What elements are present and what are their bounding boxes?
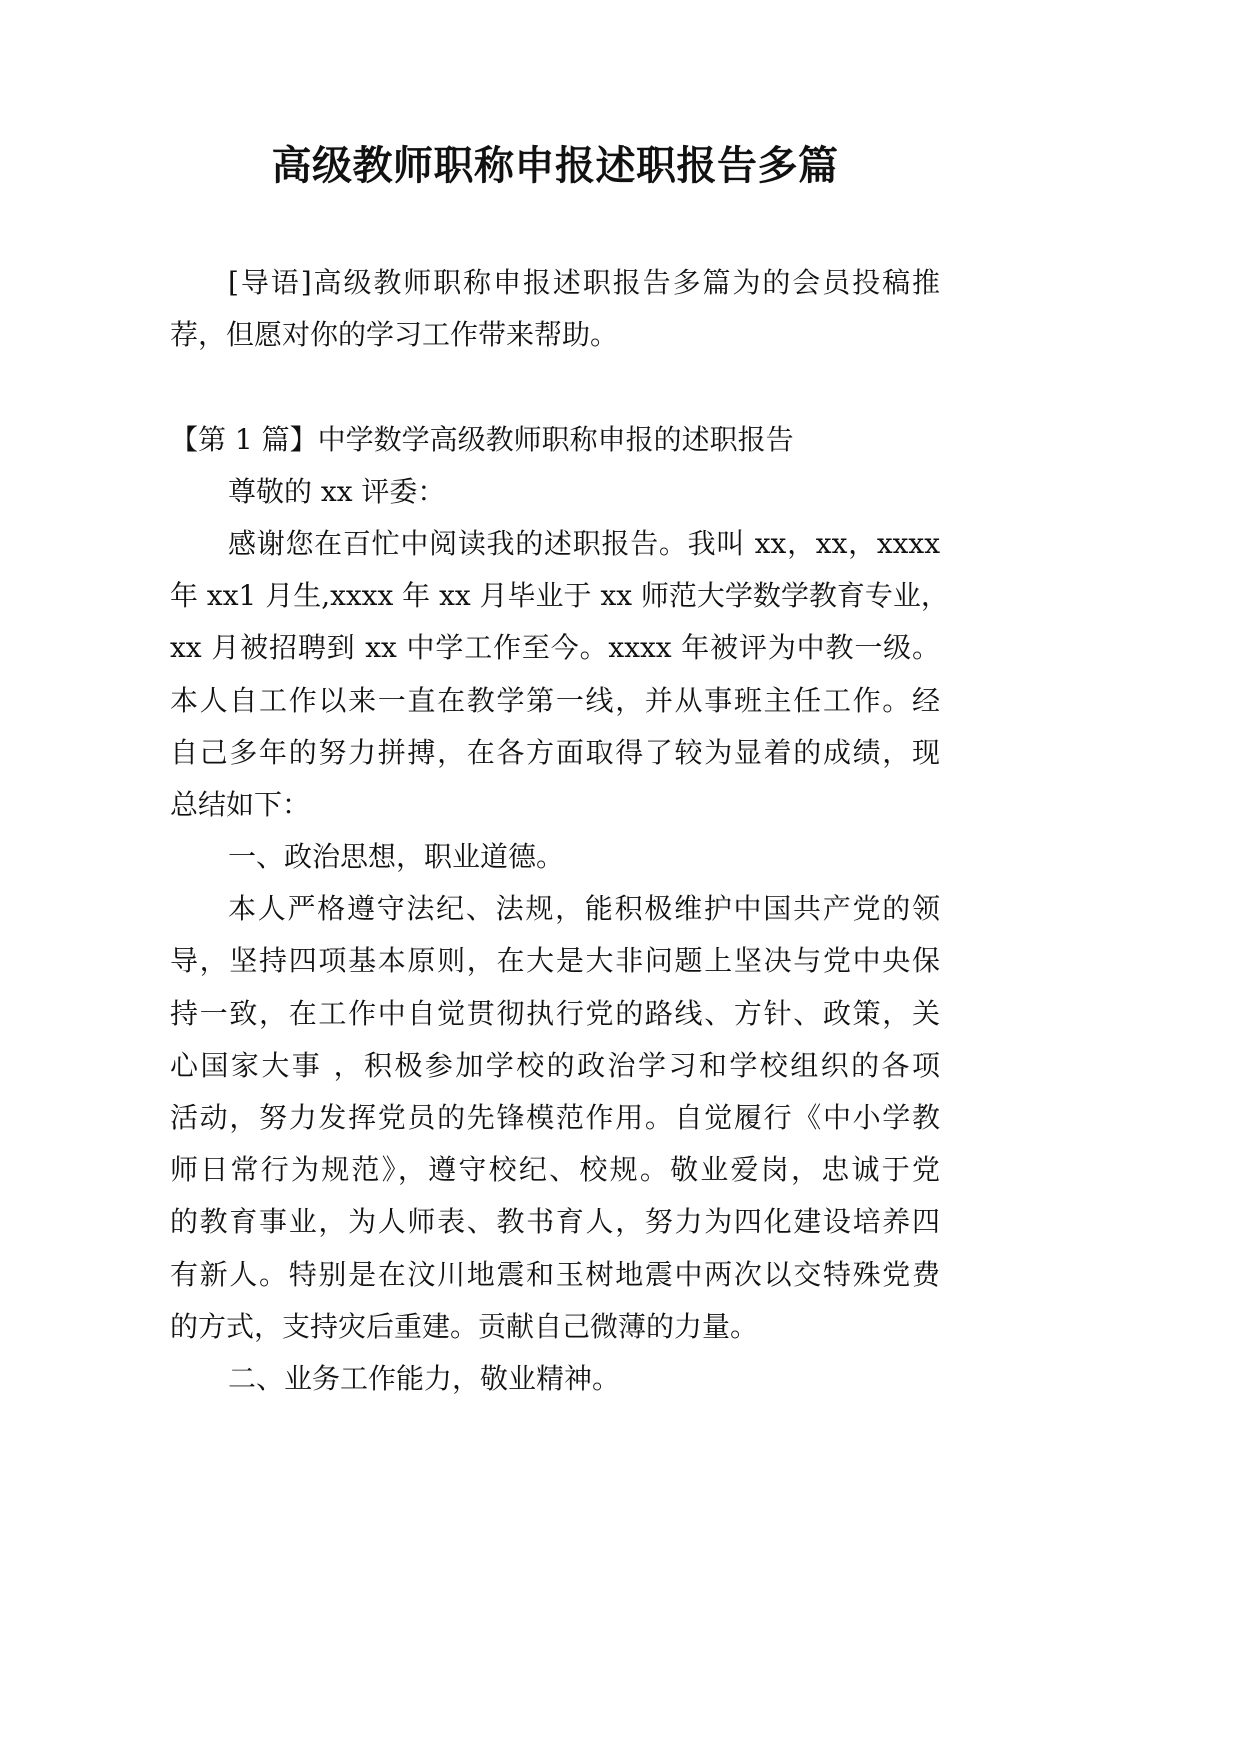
paragraph-line: 自己多年的努力拼搏，在各方面取得了较为显着的成绩，现 [170,735,940,769]
document-title: 高级教师职称申报述职报告多篇 [271,142,839,189]
document-body [170,257,949,1405]
section-heading: 【第 1 篇】中学数学高级教师职称申报的述职报告 [170,422,794,456]
paragraph-line: xx 月被招聘到 xx 中学工作至今。xxxx 年被评为中教一级。 [170,631,940,665]
subheading-work-ability: 二、业务工作能力，敬业精神。 [228,1361,621,1395]
politics-paragraph [170,883,940,1353]
paragraph-line: 本人自工作以来一直在教学第一线，并从事班主任工作。经 [170,683,940,717]
paragraph-line: 总结如下： [170,787,311,821]
paragraph-line: 的方式，支持灾后重建。贡献自己微薄的力量。 [170,1309,759,1343]
paragraph-line: 感谢您在百忙中阅读我的述职报告。我叫 xx，xx，xxxx [228,526,940,560]
salutation: 尊敬的 xx 评委： [228,474,446,508]
intro-line: 荐，但愿对你的学习工作带来帮助。 [170,318,619,352]
subheading-politics: 一、政治思想，职业道德。 [228,840,565,874]
paragraph-line: 师日常行为规范》，遵守校纪、校规。敬业爱岗，忠诚于党 [170,1153,940,1187]
paragraph-line: 的教育事业，为人师表、教书育人，努力为四化建设培养四 [170,1205,940,1239]
paragraph-line: 持一致，在工作中自觉贯彻执行党的路线、方针、政策，关 [170,996,940,1030]
paragraph-line: 导，坚持四项基本原则，在大是大非问题上坚决与党中央保 [170,944,940,978]
blank-line [170,361,940,413]
paragraph-line: 活动，努力发挥党员的先锋模范作用。自觉履行《中小学教 [170,1101,940,1134]
paragraph-line: 心国家大事 ，积极参加学校的政治学习和学校组织的各项 [170,1048,940,1082]
opening-paragraph [170,518,949,831]
intro-line: [导语]高级教师职称申报述职报告多篇为的会员投稿推 [228,266,940,299]
paragraph-line: 年 xx1 月生,xxxx 年 xx 月毕业于 xx 师范大学数学教育专业， [170,579,949,613]
intro-paragraph [170,257,940,361]
paragraph-line: 本人严格遵守法纪、法规，能积极维护中国共产党的领 [228,892,940,926]
paragraph-line: 有新人。特别是在汶川地震和玉树地震中两次以交特殊党费 [170,1257,940,1291]
